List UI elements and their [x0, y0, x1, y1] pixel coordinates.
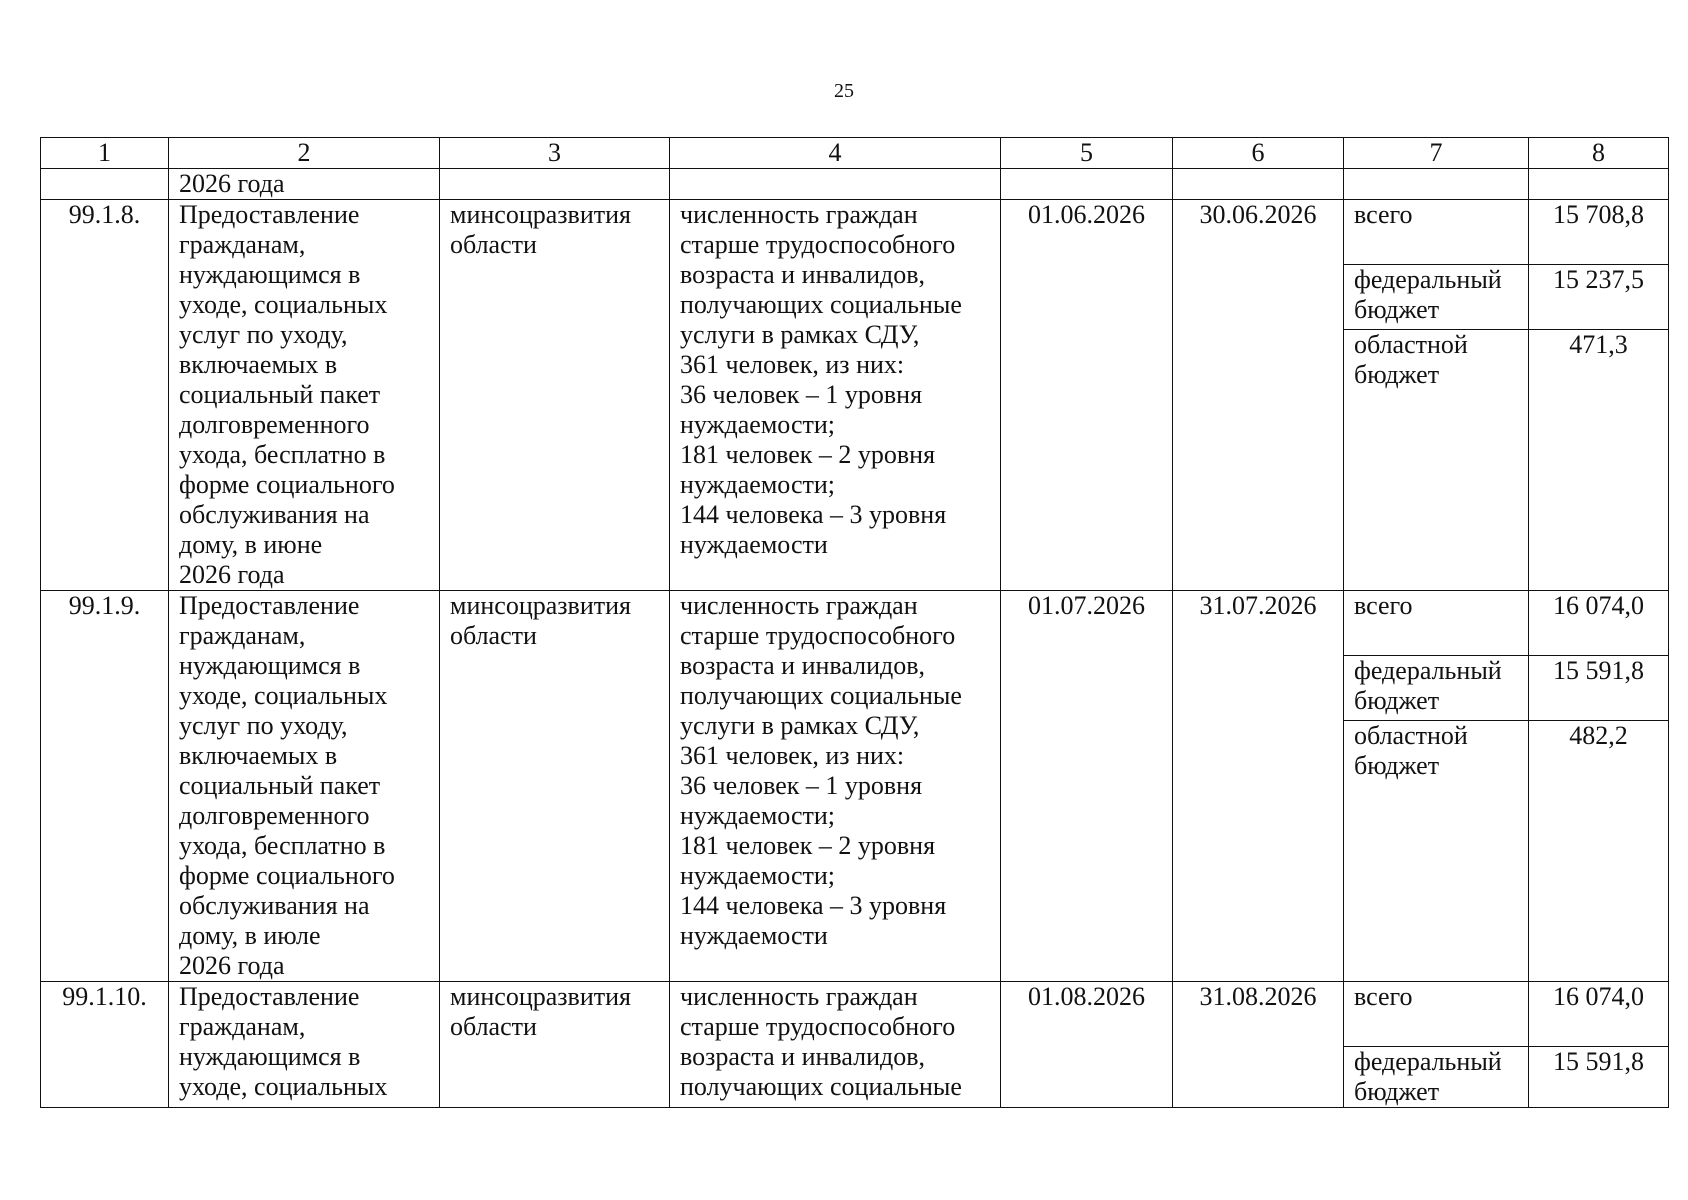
- executor-line: области: [450, 230, 537, 259]
- description-line: включаемых в: [179, 350, 338, 379]
- description-line: ухода, бесплатно в: [179, 440, 386, 469]
- funding-amount: 471,3: [1529, 330, 1669, 591]
- executor-line: области: [450, 621, 537, 650]
- indicator-line: услуги в рамках СДУ,: [680, 320, 920, 349]
- indicator-line: численность граждан: [680, 591, 918, 620]
- budget-table: [40, 137, 1669, 1108]
- event-description: [169, 591, 440, 982]
- description-line: обслуживания на: [179, 891, 370, 920]
- indicator-line: 361 человек, из них:: [680, 350, 905, 379]
- indicator-line: старше трудоспособного: [680, 621, 956, 650]
- executor-line: области: [450, 1012, 537, 1041]
- executor-line: минсоцразвития: [450, 591, 631, 620]
- description-line: нуждающимся в: [179, 260, 361, 289]
- start-date: 01.08.2026: [1001, 982, 1173, 1108]
- indicator-line: численность граждан: [680, 200, 918, 229]
- indicator-line: старше трудоспособного: [680, 230, 956, 259]
- description-line: долговременного: [179, 801, 370, 830]
- col-header-3: 3: [440, 138, 670, 169]
- end-date: 30.06.2026: [1173, 200, 1344, 591]
- description-line: гражданам,: [179, 1012, 306, 1041]
- description-line: услуг по уходу,: [179, 320, 348, 349]
- indicator-line: нуждаемости;: [680, 410, 835, 439]
- page-number: 25: [834, 80, 854, 102]
- description-line: Предоставление: [179, 591, 360, 620]
- col-header-7: 7: [1344, 138, 1529, 169]
- description-line: включаемых в: [179, 741, 338, 770]
- description-line: форме социального: [179, 861, 395, 890]
- end-date: 31.07.2026: [1173, 591, 1344, 982]
- funding-amount: 482,2: [1529, 721, 1669, 982]
- description-line: уходе, социальных: [179, 681, 388, 710]
- funding-amount: 15 591,8: [1529, 656, 1669, 721]
- indicator-line: 181 человек – 2 уровня: [680, 831, 936, 860]
- funding-source: областной бюджет: [1344, 721, 1529, 982]
- funding-source: федеральный бюджет: [1344, 265, 1529, 330]
- description-line: гражданам,: [179, 230, 306, 259]
- description-line: долговременного: [179, 410, 370, 439]
- indicator-line: нуждаемости;: [680, 861, 835, 890]
- table-row: [41, 591, 1669, 656]
- indicator-line: возраста и инвалидов,: [680, 651, 926, 680]
- event-description: [169, 200, 440, 591]
- description-line: 2026 года: [179, 951, 285, 980]
- indicator-line: 181 человек – 2 уровня: [680, 440, 936, 469]
- indicator-line: 144 человека – 3 уровня: [680, 500, 947, 529]
- indicator: [670, 591, 1001, 982]
- executor: [440, 591, 670, 982]
- indicator-line: 144 человека – 3 уровня: [680, 891, 947, 920]
- description-line: социальный пакет: [179, 771, 381, 800]
- indicator: [670, 982, 1001, 1108]
- description-line: уходе, социальных: [179, 1072, 388, 1101]
- executor: [440, 200, 670, 591]
- description-line: 2026 года: [179, 560, 285, 589]
- start-date: 01.07.2026: [1001, 591, 1173, 982]
- col-header-4: 4: [670, 138, 1001, 169]
- funding-source: всего: [1344, 591, 1529, 656]
- funding-source: областной бюджет: [1344, 330, 1529, 591]
- description-line: социальный пакет: [179, 380, 381, 409]
- col-header-2: 2: [169, 138, 440, 169]
- indicator-line: нуждаемости: [680, 530, 828, 559]
- funding-source: всего: [1344, 982, 1529, 1047]
- start-date: 01.06.2026: [1001, 200, 1173, 591]
- indicator-line: возраста и инвалидов,: [680, 1042, 926, 1071]
- indicator-line: получающих социальные: [680, 681, 962, 710]
- executor: [440, 982, 670, 1108]
- table-row: [41, 200, 1669, 265]
- event-description: [169, 982, 440, 1108]
- funding-amount: 15 591,8: [1529, 1047, 1669, 1108]
- description-line: ухода, бесплатно в: [179, 831, 386, 860]
- funding-amount: 16 074,0: [1529, 591, 1669, 656]
- continuation-text: 2026 года: [169, 169, 440, 200]
- executor-line: минсоцразвития: [450, 200, 631, 229]
- description-line: обслуживания на: [179, 500, 370, 529]
- continuation-row: [41, 169, 1669, 200]
- indicator-line: 36 человек – 1 уровня: [680, 380, 923, 409]
- description-line: Предоставление: [179, 200, 360, 229]
- indicator-line: возраста и инвалидов,: [680, 260, 926, 289]
- indicator-line: старше трудоспособного: [680, 1012, 956, 1041]
- description-line: нуждающимся в: [179, 1042, 361, 1071]
- description-line: уходе, социальных: [179, 290, 388, 319]
- funding-source: федеральный бюджет: [1344, 656, 1529, 721]
- end-date: 31.08.2026: [1173, 982, 1344, 1108]
- indicator-line: получающих социальные: [680, 290, 962, 319]
- description-line: услуг по уходу,: [179, 711, 348, 740]
- description-line: Предоставление: [179, 982, 360, 1011]
- funding-source: всего: [1344, 200, 1529, 265]
- row-number: 99.1.9.: [41, 591, 169, 982]
- indicator-line: численность граждан: [680, 982, 918, 1011]
- header-row: [41, 138, 1669, 169]
- row-number: 99.1.8.: [41, 200, 169, 591]
- description-line: нуждающимся в: [179, 651, 361, 680]
- col-header-8: 8: [1529, 138, 1669, 169]
- description-line: форме социального: [179, 470, 395, 499]
- indicator-line: 36 человек – 1 уровня: [680, 771, 923, 800]
- description-line: гражданам,: [179, 621, 306, 650]
- description-line: дому, в июне: [179, 530, 323, 559]
- col-header-1: 1: [41, 138, 169, 169]
- description-line: дому, в июле: [179, 921, 321, 950]
- executor-line: минсоцразвития: [450, 982, 631, 1011]
- col-header-5: 5: [1001, 138, 1173, 169]
- funding-amount: 15 708,8: [1529, 200, 1669, 265]
- indicator-line: услуги в рамках СДУ,: [680, 711, 920, 740]
- funding-amount: 15 237,5: [1529, 265, 1669, 330]
- indicator: [670, 200, 1001, 591]
- row-number: 99.1.10.: [41, 982, 169, 1108]
- funding-amount: 16 074,0: [1529, 982, 1669, 1047]
- indicator-line: 361 человек, из них:: [680, 741, 905, 770]
- indicator-line: нуждаемости;: [680, 801, 835, 830]
- table-row: [41, 982, 1669, 1047]
- indicator-line: получающих социальные: [680, 1072, 962, 1101]
- indicator-line: нуждаемости;: [680, 470, 835, 499]
- funding-source: федеральный бюджет: [1344, 1047, 1529, 1108]
- indicator-line: нуждаемости: [680, 921, 828, 950]
- col-header-6: 6: [1173, 138, 1344, 169]
